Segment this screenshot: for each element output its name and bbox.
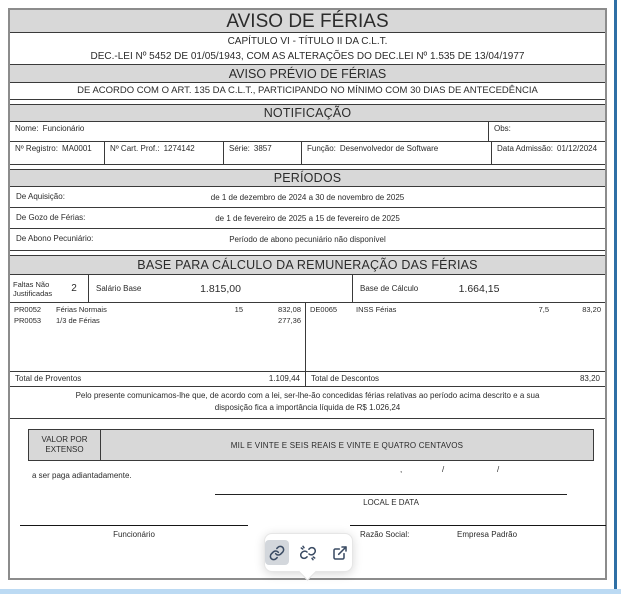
field-nome bbox=[10, 122, 489, 141]
base-label: Base de Cálculo bbox=[360, 284, 419, 293]
open-link-button[interactable] bbox=[328, 540, 352, 565]
local-data-underline bbox=[215, 479, 567, 495]
base-calculo-header: BASE PARA CÁLCULO DA REMUNERAÇÃO DAS FÉRIAS bbox=[10, 256, 605, 275]
notification-header: NOTIFICAÇÃO bbox=[10, 105, 605, 122]
valor-extenso-label: VALOR POR EXTENSO bbox=[29, 430, 101, 460]
total-proventos-row bbox=[10, 371, 305, 386]
cart-value: 1274142 bbox=[163, 144, 195, 153]
faltas-label: Faltas Não Justificadas bbox=[13, 279, 53, 298]
nome-value: Funcionário bbox=[42, 124, 85, 133]
periodo-row-gozo bbox=[10, 208, 605, 229]
abono-label: De Abono Pecuniário: bbox=[16, 234, 94, 243]
aquisicao-value: de 1 de dezembro de 2024 a 30 de novembro de 2025 bbox=[210, 193, 405, 202]
field-salario-base bbox=[89, 275, 353, 302]
provento-desc: 1/3 de Férias bbox=[56, 316, 100, 325]
field-funcao bbox=[302, 142, 492, 164]
section-notification bbox=[10, 104, 605, 165]
law-line-2: DEC.-LEI Nº 5452 DE 01/05/1943, COM AS ALTERAÇÕES DO DEC.LEI Nº 1.535 DE 13/04/1977 bbox=[90, 51, 525, 62]
abono-value: Período de abono pecuniário não disponível bbox=[229, 235, 386, 244]
link-toolbar-popup bbox=[264, 533, 353, 572]
periodo-row-abono bbox=[10, 229, 605, 250]
provento-qty: 15 bbox=[234, 305, 243, 314]
field-serie bbox=[224, 142, 302, 164]
serie-value: 3857 bbox=[253, 144, 272, 153]
provento-code: PR0053 bbox=[14, 316, 42, 325]
admissao-value: 01/12/2024 bbox=[557, 144, 598, 153]
desconto-row bbox=[306, 304, 605, 315]
law-line-1: CAPÍTULO VI - TÍTULO II DA C.L.T. bbox=[227, 36, 388, 47]
salario-value: 1.815,00 bbox=[200, 282, 241, 295]
law-reference bbox=[10, 33, 605, 65]
funcao-value: Desenvolvedor de Software bbox=[339, 144, 439, 153]
field-admissao bbox=[492, 142, 605, 164]
provento-row bbox=[10, 304, 305, 315]
field-obs bbox=[489, 122, 605, 141]
employee-signature-label: Funcionário bbox=[113, 530, 155, 539]
total-proventos-label: Total de Proventos bbox=[15, 374, 82, 383]
salario-label: Salário Base bbox=[96, 284, 142, 293]
serie-label: Série: bbox=[229, 144, 250, 153]
local-data-label: LOCAL E DATA bbox=[363, 498, 419, 507]
total-descontos-value: 83,20 bbox=[579, 374, 600, 383]
admissao-label: Data Admissão: bbox=[497, 144, 554, 153]
aquisicao-label: De Aquisição: bbox=[16, 192, 65, 201]
provento-desc: Férias Normais bbox=[56, 305, 107, 314]
link-button[interactable] bbox=[265, 540, 289, 565]
registro-label: Nº Registro: bbox=[15, 144, 58, 153]
section-base-calculo bbox=[10, 255, 605, 578]
periodo-row-aquisicao bbox=[10, 187, 605, 208]
section-title bbox=[10, 10, 605, 100]
nome-label: Nome: bbox=[15, 124, 39, 133]
desconto-value: 83,20 bbox=[582, 305, 601, 314]
local-data-line bbox=[215, 465, 567, 507]
unlink-icon bbox=[300, 545, 316, 561]
payment-note: a ser paga adiantadamente. bbox=[32, 471, 132, 480]
date-slash-1: / bbox=[442, 465, 445, 474]
section-periodos bbox=[10, 169, 605, 251]
date-comma: , bbox=[400, 465, 403, 474]
periodos-header: PERÍODOS bbox=[10, 170, 605, 187]
field-cart-prof bbox=[105, 142, 224, 164]
company-signature bbox=[350, 525, 606, 551]
statement-line-2: disposição fica a importância líquida de R$ 1.026,24 bbox=[214, 403, 401, 412]
gozo-label: De Gozo de Férias: bbox=[16, 213, 86, 222]
field-base-calculo bbox=[353, 275, 605, 302]
notice-title: AVISO PRÉVIO DE FÉRIAS bbox=[10, 65, 605, 83]
provento-value: 277,36 bbox=[278, 316, 301, 325]
funcao-label: Função: bbox=[307, 144, 336, 153]
provento-value: 832,08 bbox=[278, 305, 301, 314]
desconto-code: DE0065 bbox=[310, 305, 338, 314]
employee-signature bbox=[20, 525, 248, 551]
calc-summary-row bbox=[10, 275, 605, 303]
right-edge-accent-line bbox=[614, 0, 617, 589]
unlink-button[interactable] bbox=[296, 540, 320, 565]
total-descontos-row bbox=[306, 371, 605, 386]
obs-label: Obs: bbox=[494, 124, 511, 133]
earnings-deductions-table bbox=[10, 303, 605, 387]
desconto-qty: 7,5 bbox=[538, 305, 549, 314]
statement-line-1: Pelo presente comunicamos-lhe que, de acordo com a lei, ser-lhe-ão concedidas férias relativas ao período acima descrito e a sua bbox=[75, 391, 540, 400]
total-descontos-label: Total de Descontos bbox=[311, 374, 380, 383]
valor-extenso-value: MIL E VINTE E SEIS REAIS E VINTE E QUATRO CENTAVOS bbox=[230, 440, 464, 450]
provento-code: PR0052 bbox=[14, 305, 42, 314]
notice-subtitle: DE ACORDO COM O ART. 135 DA C.L.T., PARTICIPANDO NO MÍNIMO COM 30 DIAS DE ANTECEDÊNCIA bbox=[77, 85, 538, 96]
vacation-notice-document bbox=[8, 8, 607, 580]
cart-label: Nº Cart. Prof.: bbox=[110, 144, 160, 153]
registro-value: MA0001 bbox=[61, 144, 92, 153]
provento-row bbox=[10, 315, 305, 326]
faltas-value: 2 bbox=[71, 283, 77, 294]
razao-social-value: Empresa Padrão bbox=[456, 530, 518, 539]
link-icon bbox=[269, 545, 285, 561]
desconto-desc: INSS Férias bbox=[356, 305, 397, 314]
page-title: AVISO DE FÉRIAS bbox=[10, 10, 605, 33]
proventos-pane bbox=[10, 303, 306, 386]
notification-row-1 bbox=[10, 122, 605, 142]
field-faltas bbox=[10, 275, 89, 302]
notification-row-2 bbox=[10, 142, 605, 164]
total-proventos-value: 1.109,44 bbox=[268, 374, 300, 383]
provento-qty bbox=[185, 315, 243, 326]
date-slash-2: / bbox=[497, 465, 500, 474]
valor-extenso-box bbox=[28, 429, 594, 461]
open-in-new-icon bbox=[332, 545, 348, 561]
gozo-value: de 1 de fevereiro de 2025 a 15 de fevereiro de 2025 bbox=[215, 214, 400, 223]
descontos-pane bbox=[306, 303, 605, 386]
date-placeholders bbox=[215, 465, 567, 479]
legal-statement bbox=[10, 387, 605, 419]
bottom-edge-highlight-bar bbox=[0, 589, 621, 594]
razao-social-label: Razão Social: bbox=[360, 530, 410, 539]
field-registro bbox=[10, 142, 105, 164]
base-value: 1.664,15 bbox=[458, 282, 500, 295]
